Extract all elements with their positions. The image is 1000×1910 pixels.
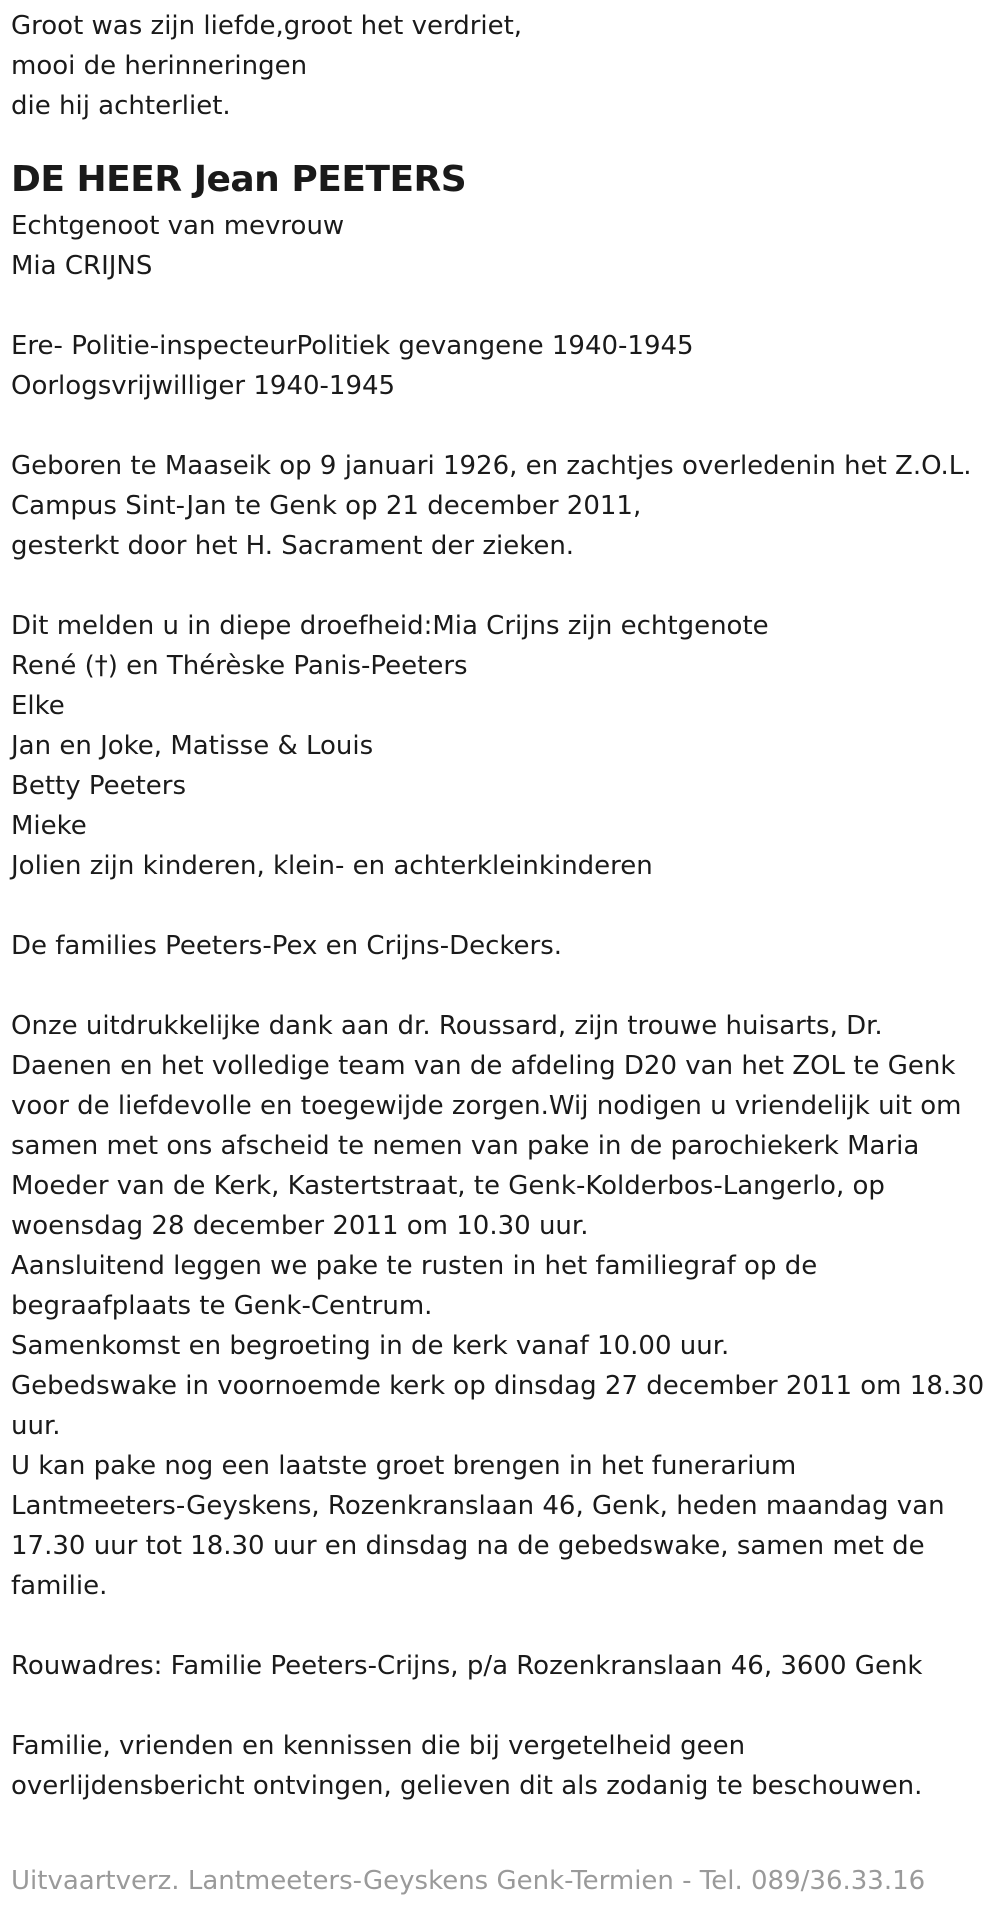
spouse-info: [11, 206, 1000, 286]
ceremony-line: U kan pake nog een laatste groet brengen in het funerarium: [11, 1451, 797, 1481]
mourner-line: Jan en Joke, Matisse & Louis: [11, 731, 374, 761]
ceremony-line: samen met ons afscheid te nemen van pake in de parochiekerk Maria: [11, 1131, 920, 1161]
ceremony-line: woensdag 28 december 2011 om 10.30 uur.: [11, 1211, 589, 1241]
ceremony-line: Gebedswake in voornoemde kerk op dinsdag 27 december 2011 om 18.30: [11, 1371, 985, 1401]
poem-line: Groot was zijn liefde,groot het verdriet,: [11, 11, 523, 41]
deceased-name: DE HEER Jean PEETERS: [11, 159, 467, 200]
mourner-line: René (†) en Thérèske Panis-Peeters: [11, 651, 468, 681]
spouse-line: Echtgenoot van mevrouw: [11, 211, 345, 241]
poem-line: die hij achterliet.: [11, 91, 231, 121]
funeral-home-footer: Uitvaartverz. Lantmeeters-Geyskens Genk-Termien - Tel. 089/36.33.16: [11, 1866, 926, 1896]
ceremony-line: voor de liefdevolle en toegewijde zorgen.Wij nodigen u vriendelijk uit om: [11, 1091, 962, 1121]
ceremony-line: 17.30 uur tot 18.30 uur en dinsdag na de gebedswake, samen met de: [11, 1531, 925, 1561]
ceremony-line: Moeder van de Kerk, Kastertstraat, te Genk-Kolderbos-Langerlo, op: [11, 1171, 885, 1201]
mourning-address: Rouwadres: Familie Peeters-Crijns, p/a Rozenkranslaan 46, 3600 Genk: [11, 1651, 923, 1681]
mourner-line: Dit melden u in diepe droefheid:Mia Crijns zijn echtgenote: [11, 611, 769, 641]
families-line: De families Peeters-Pex en Crijns-Deckers.: [11, 931, 563, 961]
ceremony-line: uur.: [11, 1411, 61, 1441]
ceremony-line: familie.: [11, 1571, 108, 1601]
birth-death-line: Geboren te Maaseik op 9 januari 1926, en zachtjes overledenin het Z.O.L.: [11, 451, 972, 481]
birth-death-line: Campus Sint-Jan te Genk op 21 december 2011,: [11, 491, 642, 521]
mourner-line: Mieke: [11, 811, 87, 841]
poem: [11, 6, 1000, 126]
ceremony-line: Onze uitdrukkelijke dank aan dr. Roussard, zijn trouwe huisarts, Dr.: [11, 1011, 883, 1041]
mourner-line: Betty Peeters: [11, 771, 187, 801]
birth-death-line: gesterkt door het H. Sacrament der zieken.: [11, 531, 575, 561]
ceremony-line: Samenkomst en begroeting in de kerk vanaf 10.00 uur.: [11, 1331, 730, 1361]
poem-line: mooi de herinneringen: [11, 51, 308, 81]
mourners: [11, 606, 1000, 886]
thanks-and-ceremony: [11, 1006, 1000, 1606]
titles: [11, 326, 1000, 406]
ceremony-line: begraafplaats te Genk-Centrum.: [11, 1291, 433, 1321]
spouse-line: Mia CRIJNS: [11, 251, 153, 281]
notice-line: Familie, vrienden en kennissen die bij vergetelheid geen: [11, 1731, 746, 1761]
ceremony-line: Daenen en het volledige team van de afdeling D20 van het ZOL te Genk: [11, 1051, 956, 1081]
title-line: Ere- Politie-inspecteurPolitiek gevangene 1940-1945: [11, 331, 694, 361]
mourner-line: Elke: [11, 691, 65, 721]
ceremony-line: Aansluitend leggen we pake te rusten in het familiegraf op de: [11, 1251, 818, 1281]
title-line: Oorlogsvrijwilliger 1940-1945: [11, 371, 396, 401]
birth-death-info: [11, 446, 1000, 566]
notice: [11, 1726, 1000, 1806]
notice-line: overlijdensbericht ontvingen, gelieven dit als zodanig te beschouwen.: [11, 1771, 923, 1801]
mourner-line: Jolien zijn kinderen, klein- en achterkleinkinderen: [11, 851, 653, 881]
ceremony-line: Lantmeeters-Geyskens, Rozenkranslaan 46, Genk, heden maandag van: [11, 1491, 945, 1521]
